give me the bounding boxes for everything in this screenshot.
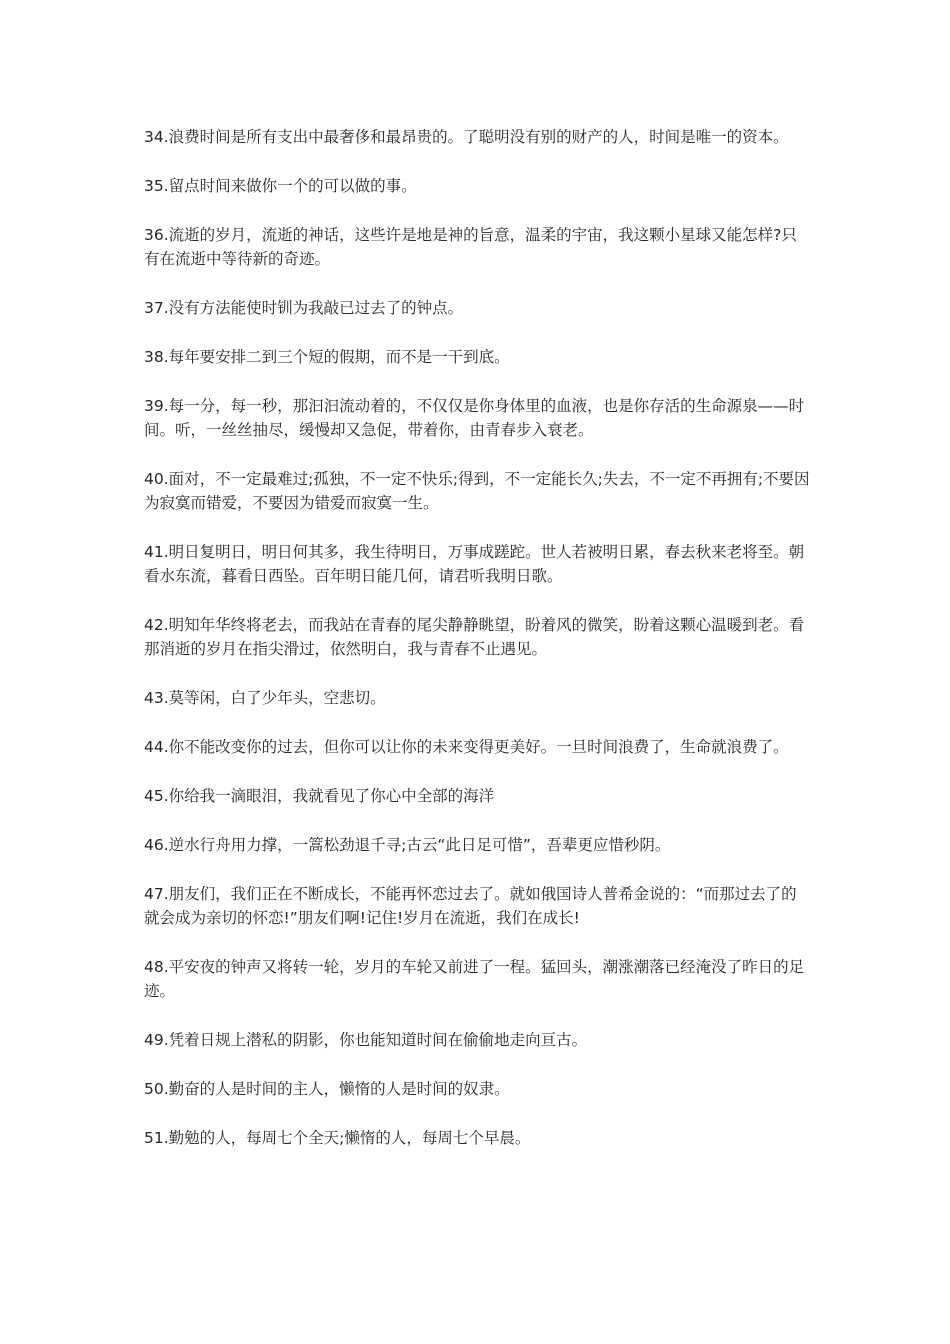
quote-entry-46: 46.逆水行舟用力撑，一篙松劲退千寻;古云“此日足可惜”，吾辈更应惜秒阴。 bbox=[144, 836, 671, 854]
document-body bbox=[144, 125, 810, 1175]
quote-entry-48: 48.平安夜的钟声又将转一轮，岁月的车轮又前进了一程。猛回头，潮涨潮落已经淹没了昨日的足迹。 bbox=[144, 958, 805, 1000]
quote-entry-40: 40.面对，不一定最难过;孤独，不一定不快乐;得到，不一定能长久;失去，不一定不再拥有;不要因为寂寞而错爱，不要因为错爱而寂寞一生。 bbox=[144, 470, 810, 512]
quote-entry-35: 35.留点时间来做你一个的可以做的事。 bbox=[144, 177, 417, 195]
quote-entry-47: 47.朋友们，我们正在不断成长，不能再怀恋过去了。就如俄国诗人普希金说的：“而那过去了的就会成为亲切的怀恋!”朋友们啊!记住!岁月在流逝，我们在成长! bbox=[144, 885, 797, 927]
quote-entry-39: 39.每一分，每一秒，那汩汩流动着的，不仅仅是你身体里的血液，也是你存活的生命源泉——时间。听，一丝丝抽尽，缓慢却又急促，带着你，由青春步入衰老。 bbox=[144, 397, 805, 439]
quote-entry-38: 38.每年要安排二到三个短的假期，而不是一干到底。 bbox=[144, 348, 510, 366]
quote-entry-45: 45.你给我一滴眼泪，我就看见了你心中全部的海洋 bbox=[144, 787, 495, 805]
quote-entry-34: 34.浪费时间是所有支出中最奢侈和最昂贵的。了聪明没有别的财产的人，时间是唯一的资本。 bbox=[144, 128, 789, 146]
quote-entry-49: 49.凭着日规上潜私的阴影，你也能知道时间在偷偷地走向亘古。 bbox=[144, 1031, 588, 1049]
quote-entry-36: 36.流逝的岁月，流逝的神话，这些许是地是神的旨意，温柔的宇宙，我这颗小星球又能怎样?只有在流逝中等待新的奇迹。 bbox=[144, 226, 797, 268]
quote-entry-41: 41.明日复明日，明日何其多，我生待明日，万事成蹉跎。世人若被明日累，春去秋来老将至。朝看水东流，暮看日西坠。百年明日能几何，请君听我明日歌。 bbox=[144, 543, 805, 585]
quote-entry-44: 44.你不能改变你的过去，但你可以让你的未来变得更美好。一旦时间浪费了，生命就浪费了。 bbox=[144, 738, 789, 756]
quote-entry-51: 51.勤勉的人，每周七个全天;懒惰的人，每周七个早晨。 bbox=[144, 1129, 531, 1147]
quote-entry-43: 43.莫等闲，白了少年头，空悲切。 bbox=[144, 689, 386, 707]
quote-entry-50: 50.勤奋的人是时间的主人，懒惰的人是时间的奴隶。 bbox=[144, 1080, 510, 1098]
quote-entry-42: 42.明知年华终将老去，而我站在青春的尾尖静静眺望，盼着风的微笑，盼着这颗心温暖到老。看那消逝的岁月在指尖滑过，依然明白，我与青春不止遇见。 bbox=[144, 616, 805, 658]
quote-entry-37: 37.没有方法能使时钏为我敲已过去了的钟点。 bbox=[144, 299, 464, 317]
